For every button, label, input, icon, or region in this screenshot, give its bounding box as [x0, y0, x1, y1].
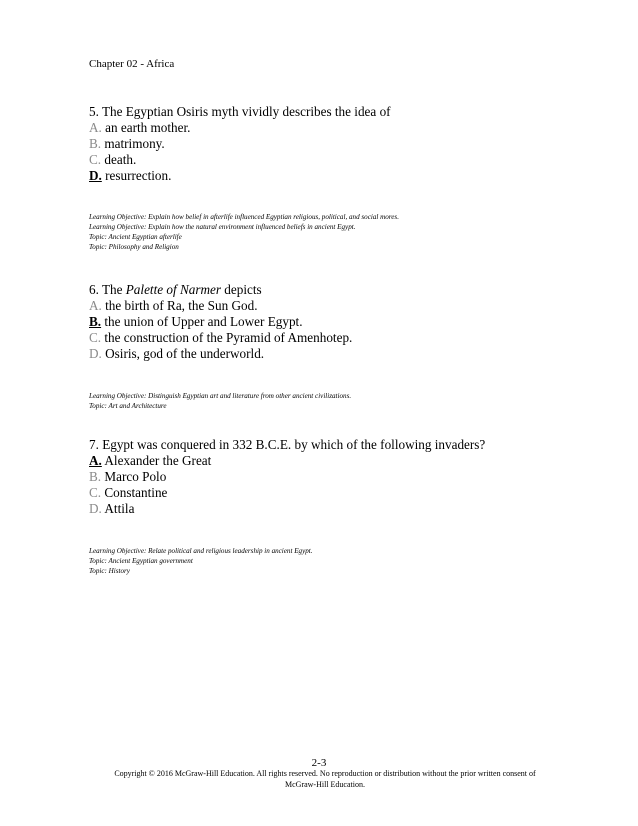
- question-6: [89, 282, 352, 362]
- question-5: [89, 104, 391, 184]
- option-text: the birth of Ra, the Sun God.: [105, 298, 258, 313]
- option-text: the union of Upper and Lower Egypt.: [104, 314, 303, 329]
- question-stem: [89, 282, 352, 298]
- option-text: Constantine: [104, 485, 168, 500]
- option-b: [89, 136, 391, 152]
- question-stem: 7. Egypt was conquered in 332 B.C.E. by which of the following invaders?: [89, 437, 486, 452]
- learning-objective: Learning Objective: Explain how the natural environment influenced beliefs in ancient Egypt.: [89, 223, 356, 231]
- learning-objective: Learning Objective: Distinguish Egyptian art and literature from other ancient civilizations.: [89, 392, 352, 400]
- option-letter: C.: [89, 152, 102, 167]
- option-text: the construction of the Pyramid of Amenhotep.: [104, 330, 353, 345]
- question-5-metadata: [89, 212, 399, 252]
- correct-option-letter: B.: [89, 314, 102, 329]
- topic: Topic: Art and Architecture: [89, 402, 167, 410]
- question-7-metadata: [89, 546, 313, 576]
- option-letter: C.: [89, 485, 102, 500]
- option-letter: A.: [89, 120, 102, 135]
- option-letter: C.: [89, 330, 102, 345]
- correct-option-letter: D.: [89, 168, 102, 183]
- option-b-correct: [89, 314, 352, 330]
- stem-title: Palette of Narmer: [125, 282, 221, 297]
- option-d-correct: [89, 168, 391, 184]
- option-letter: A.: [89, 298, 102, 313]
- option-text: resurrection.: [105, 168, 172, 183]
- option-text: death.: [104, 152, 137, 167]
- option-letter: D.: [89, 501, 102, 516]
- option-text: an earth mother.: [105, 120, 191, 135]
- option-c: [89, 330, 352, 346]
- page-number: 2-3: [311, 757, 327, 769]
- option-a: [89, 120, 391, 136]
- option-a-correct: [89, 453, 485, 469]
- option-c: [89, 152, 391, 168]
- topic: Topic: History: [89, 567, 130, 575]
- chapter-header: Chapter 02 - Africa: [89, 58, 175, 70]
- question-7: [89, 437, 485, 517]
- stem-suffix: depicts: [220, 282, 262, 297]
- option-b: [89, 469, 485, 485]
- question-stem: 5. The Egyptian Osiris myth vividly describes the idea of: [89, 104, 391, 119]
- option-c: [89, 485, 485, 501]
- topic: Topic: Ancient Egyptian afterlife: [89, 233, 182, 241]
- option-text: Marco Polo: [104, 469, 167, 484]
- option-text: Alexander the Great: [104, 453, 212, 468]
- option-letter: B.: [89, 136, 102, 151]
- correct-option-letter: A.: [89, 453, 102, 468]
- option-letter: D.: [89, 346, 102, 361]
- option-d: [89, 346, 352, 362]
- option-a: [89, 298, 352, 314]
- option-text: Osiris, god of the underworld.: [105, 346, 265, 361]
- topic: Topic: Ancient Egyptian government: [89, 557, 193, 565]
- learning-objective: Learning Objective: Explain how belief in afterlife influenced Egyptian religious, political, and social mores.: [89, 213, 399, 221]
- learning-objective: Learning Objective: Relate political and religious leadership in ancient Egypt.: [89, 547, 313, 555]
- option-d: [89, 501, 485, 517]
- stem-prefix: 6. The: [89, 282, 126, 297]
- topic: Topic: Philosophy and Religion: [89, 243, 179, 251]
- option-text: matrimony.: [104, 136, 165, 151]
- question-6-metadata: [89, 391, 351, 411]
- copyright-notice: Copyright © 2016 McGraw-Hill Education. All rights reserved. No reproduction or distribution without the prior written consent of McGraw-Hill Education.: [114, 769, 536, 789]
- option-text: Attila: [104, 501, 135, 516]
- option-letter: B.: [89, 469, 102, 484]
